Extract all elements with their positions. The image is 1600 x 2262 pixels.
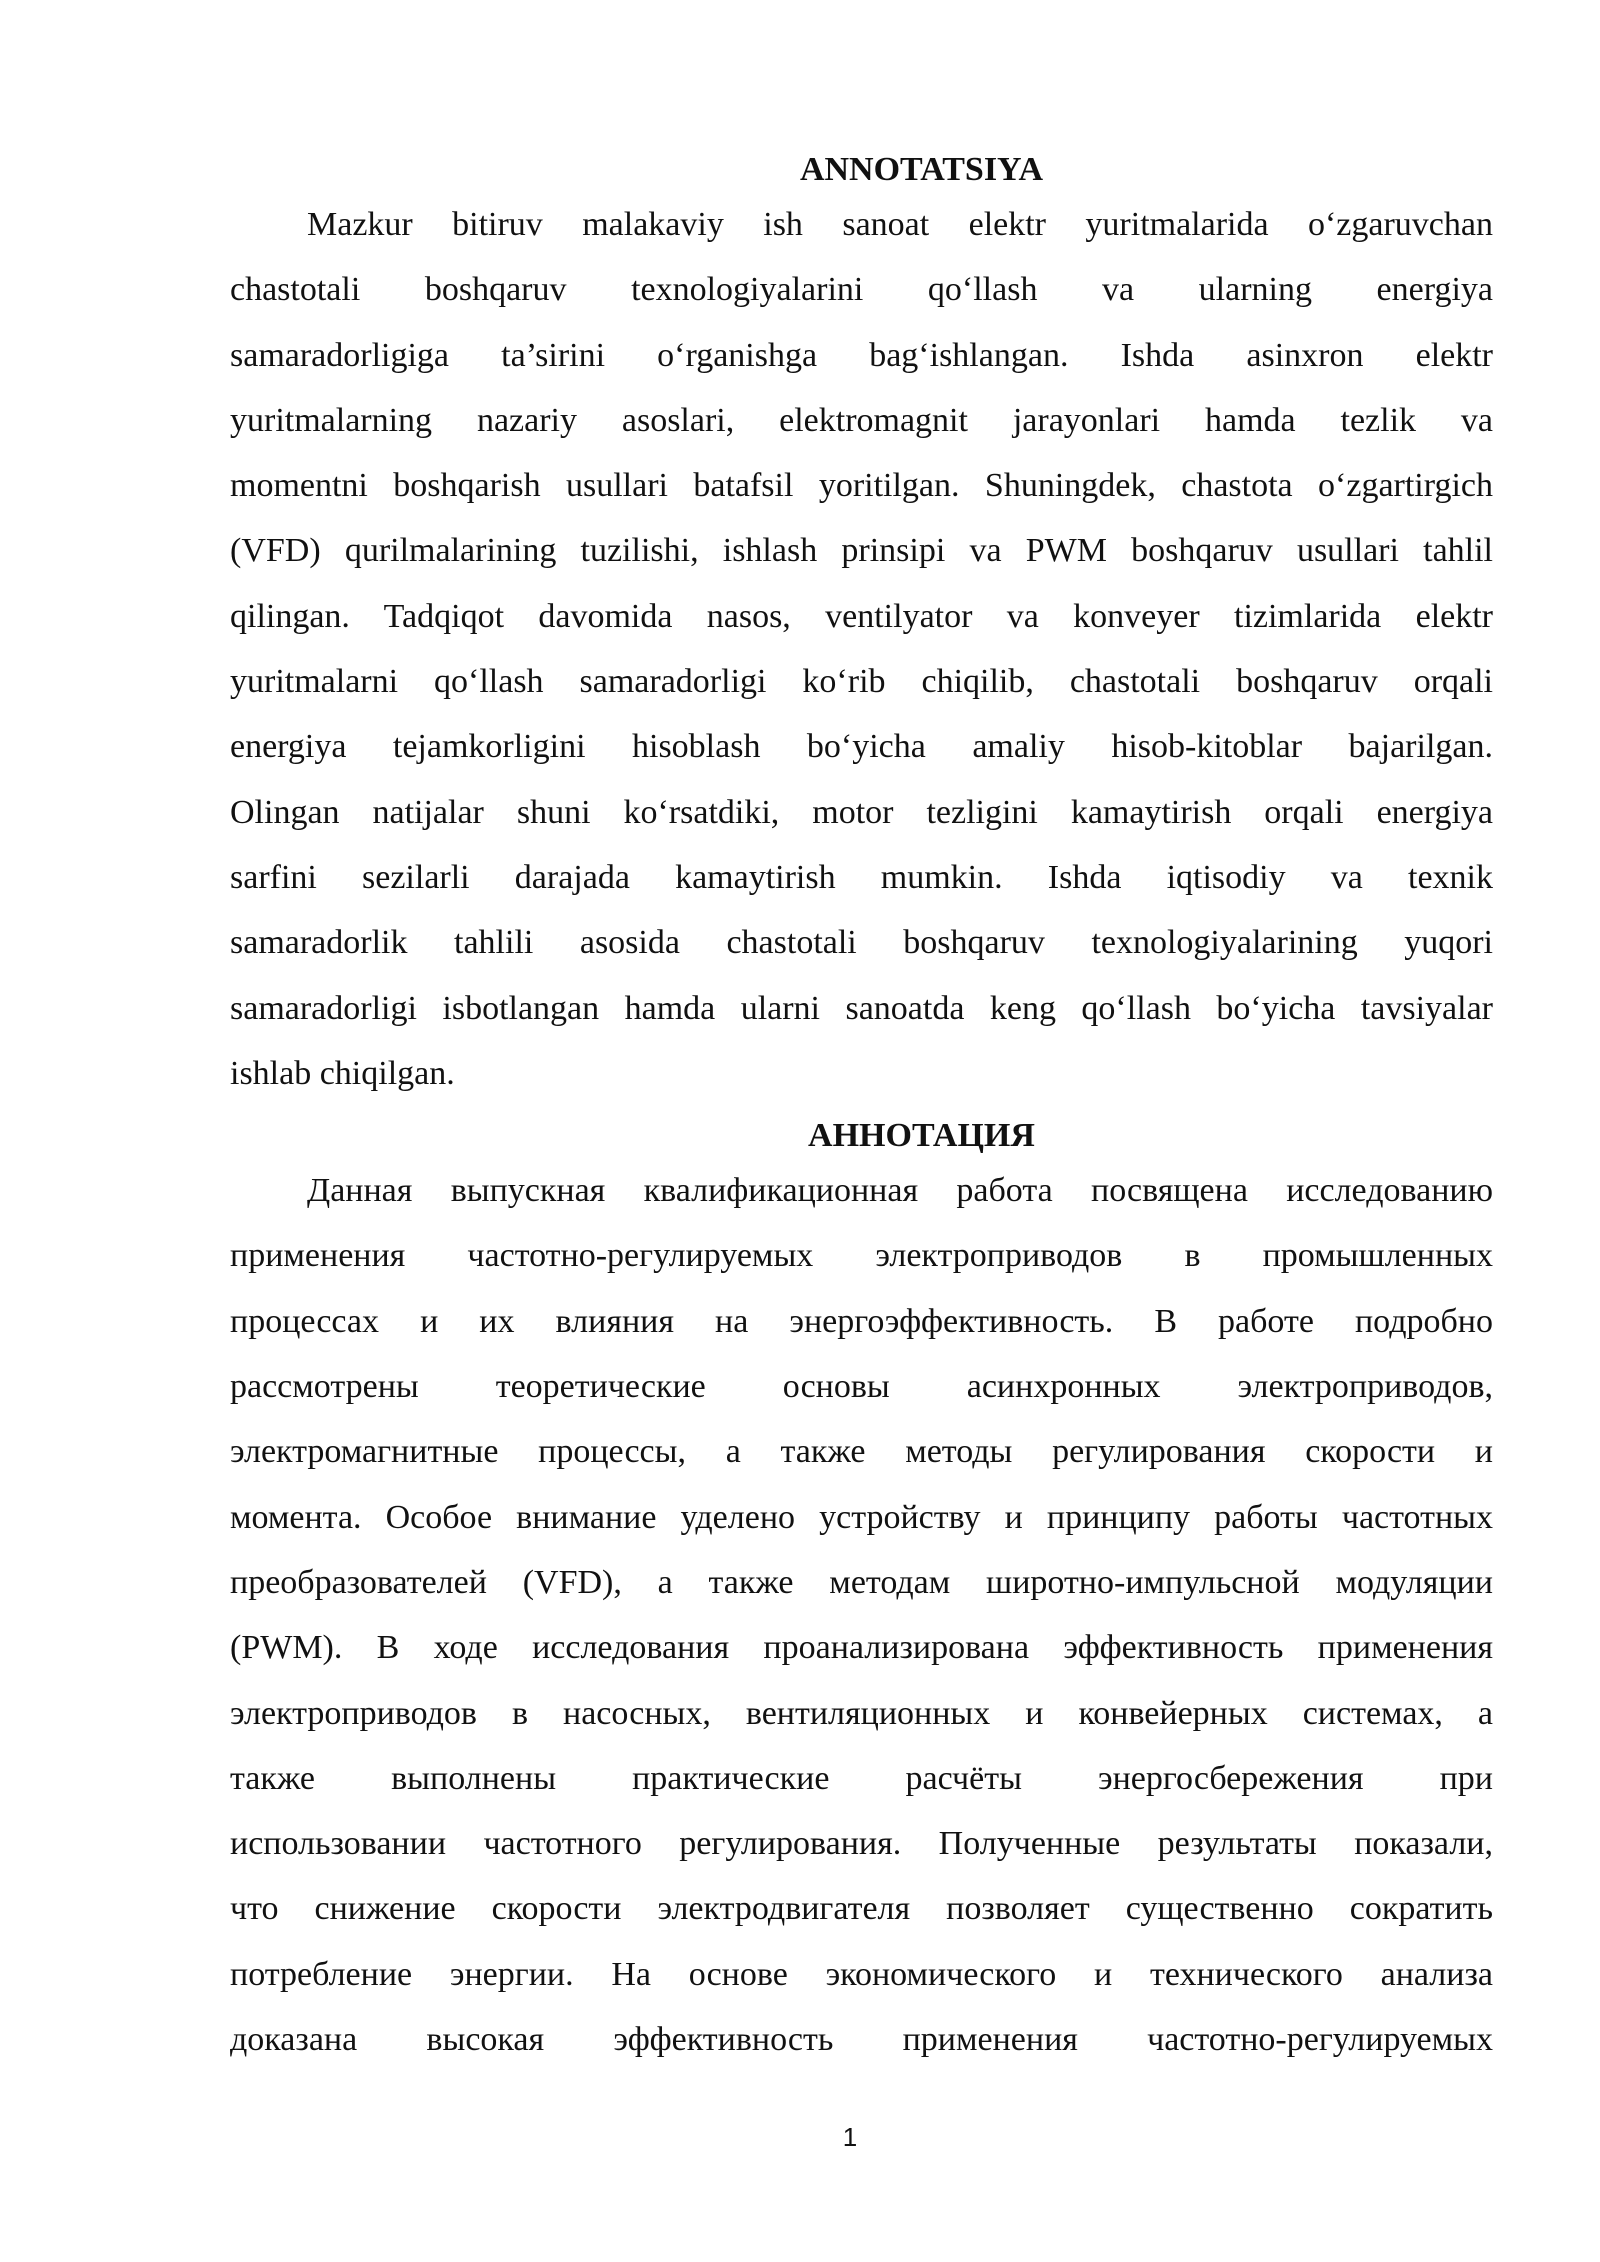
text-line: Данная выпускная квалификационная работа посвящена исследованию (307, 1172, 1493, 1210)
text-line: qilingan. Tadqiqot davomida nasos, ventilyator va konveyer tizimlarida elektr (230, 597, 1493, 635)
text-line: преобразователей (VFD), а также методам широтно-импульсной модуляции (230, 1563, 1493, 1601)
text-line: sarfini sezilarli darajada kamaytirish mumkin. Ishda iqtisodiy va texnik (230, 858, 1493, 896)
text-line: Mazkur bitiruv malakaviy ish sanoat elektr yuritmalarida o‘zgaruvchan (307, 206, 1493, 243)
text-line: использовании частотного регулирования. Полученные результаты показали, (230, 1825, 1493, 1863)
text-line: применения частотно-регулируемых электроприводов в промышленных (230, 1237, 1493, 1275)
text-line: yuritmalarning nazariy asoslari, elektromagnit jarayonlari hamda tezlik va (230, 401, 1493, 439)
uz-abstract-paragraph (230, 192, 1493, 1106)
ru-abstract-heading: АННОТАЦИЯ (808, 1117, 1035, 1155)
page-number: 1 (842, 2122, 858, 2152)
text-line: samaradorligi isbotlangan hamda ularni sanoatda keng qo‘llash bo‘yicha tavsiyalar (230, 989, 1493, 1027)
text-line: электроприводов в насосных, вентиляционных и конвейерных системах, а (230, 1694, 1493, 1732)
page-content (230, 148, 1493, 2072)
uz-abstract-heading: ANNOTATSIYA (799, 151, 1044, 188)
text-line: ishlab chiqilgan. (230, 1054, 455, 1092)
text-line: рассмотрены теоретические основы асинхронных электроприводов, (230, 1368, 1493, 1406)
text-line: потребление энергии. На основе экономического и технического анализа (230, 1955, 1493, 1993)
ru-abstract-paragraph (230, 1158, 1493, 2072)
text-line: (PWM). В ходе исследования проанализирована эффективность применения (230, 1629, 1493, 1667)
text-line: samaradorlik tahlili asosida chastotali boshqaruv texnologiyalarining yuqori (230, 924, 1493, 962)
text-line: (VFD) qurilmalarining tuzilishi, ishlash prinsipi va PWM boshqaruv usullari tahlil (230, 532, 1493, 570)
text-line: электромагнитные процессы, а также методы регулирования скорости и (230, 1433, 1493, 1471)
text-line: доказана высокая эффективность применения частотно-регулируемых (230, 2021, 1493, 2059)
text-line: также выполнены практические расчёты энергосбережения при (230, 1759, 1493, 1797)
text-line: что снижение скорости электродвигателя позволяет существенно сократить (230, 1890, 1493, 1928)
text-line: chastotali boshqaruv texnologiyalarini qo‘llash va ularning energiya (230, 271, 1493, 309)
text-line: процессах и их влияния на энергоэффективность. В работе подробно (230, 1302, 1493, 1340)
text-line: momentni boshqarish usullari batafsil yoritilgan. Shuningdek, chastota o‘zgartirgich (230, 467, 1493, 505)
text-line: samaradorligiga ta’sirini o‘rganishga bag‘ishlangan. Ishda asinxron elektr (230, 336, 1493, 374)
text-line: момента. Особое внимание уделено устройству и принципу работы частотных (230, 1498, 1493, 1536)
text-line: Olingan natijalar shuni ko‘rsatdiki, motor tezligini kamaytirish orqali energiya (230, 793, 1493, 831)
text-line: energiya tejamkorligini hisoblash bo‘yicha amaliy hisob-kitoblar bajarilgan. (230, 728, 1493, 766)
text-line: yuritmalarni qo‘llash samaradorligi ko‘rib chiqilib, chastotali boshqaruv orqali (230, 663, 1493, 701)
